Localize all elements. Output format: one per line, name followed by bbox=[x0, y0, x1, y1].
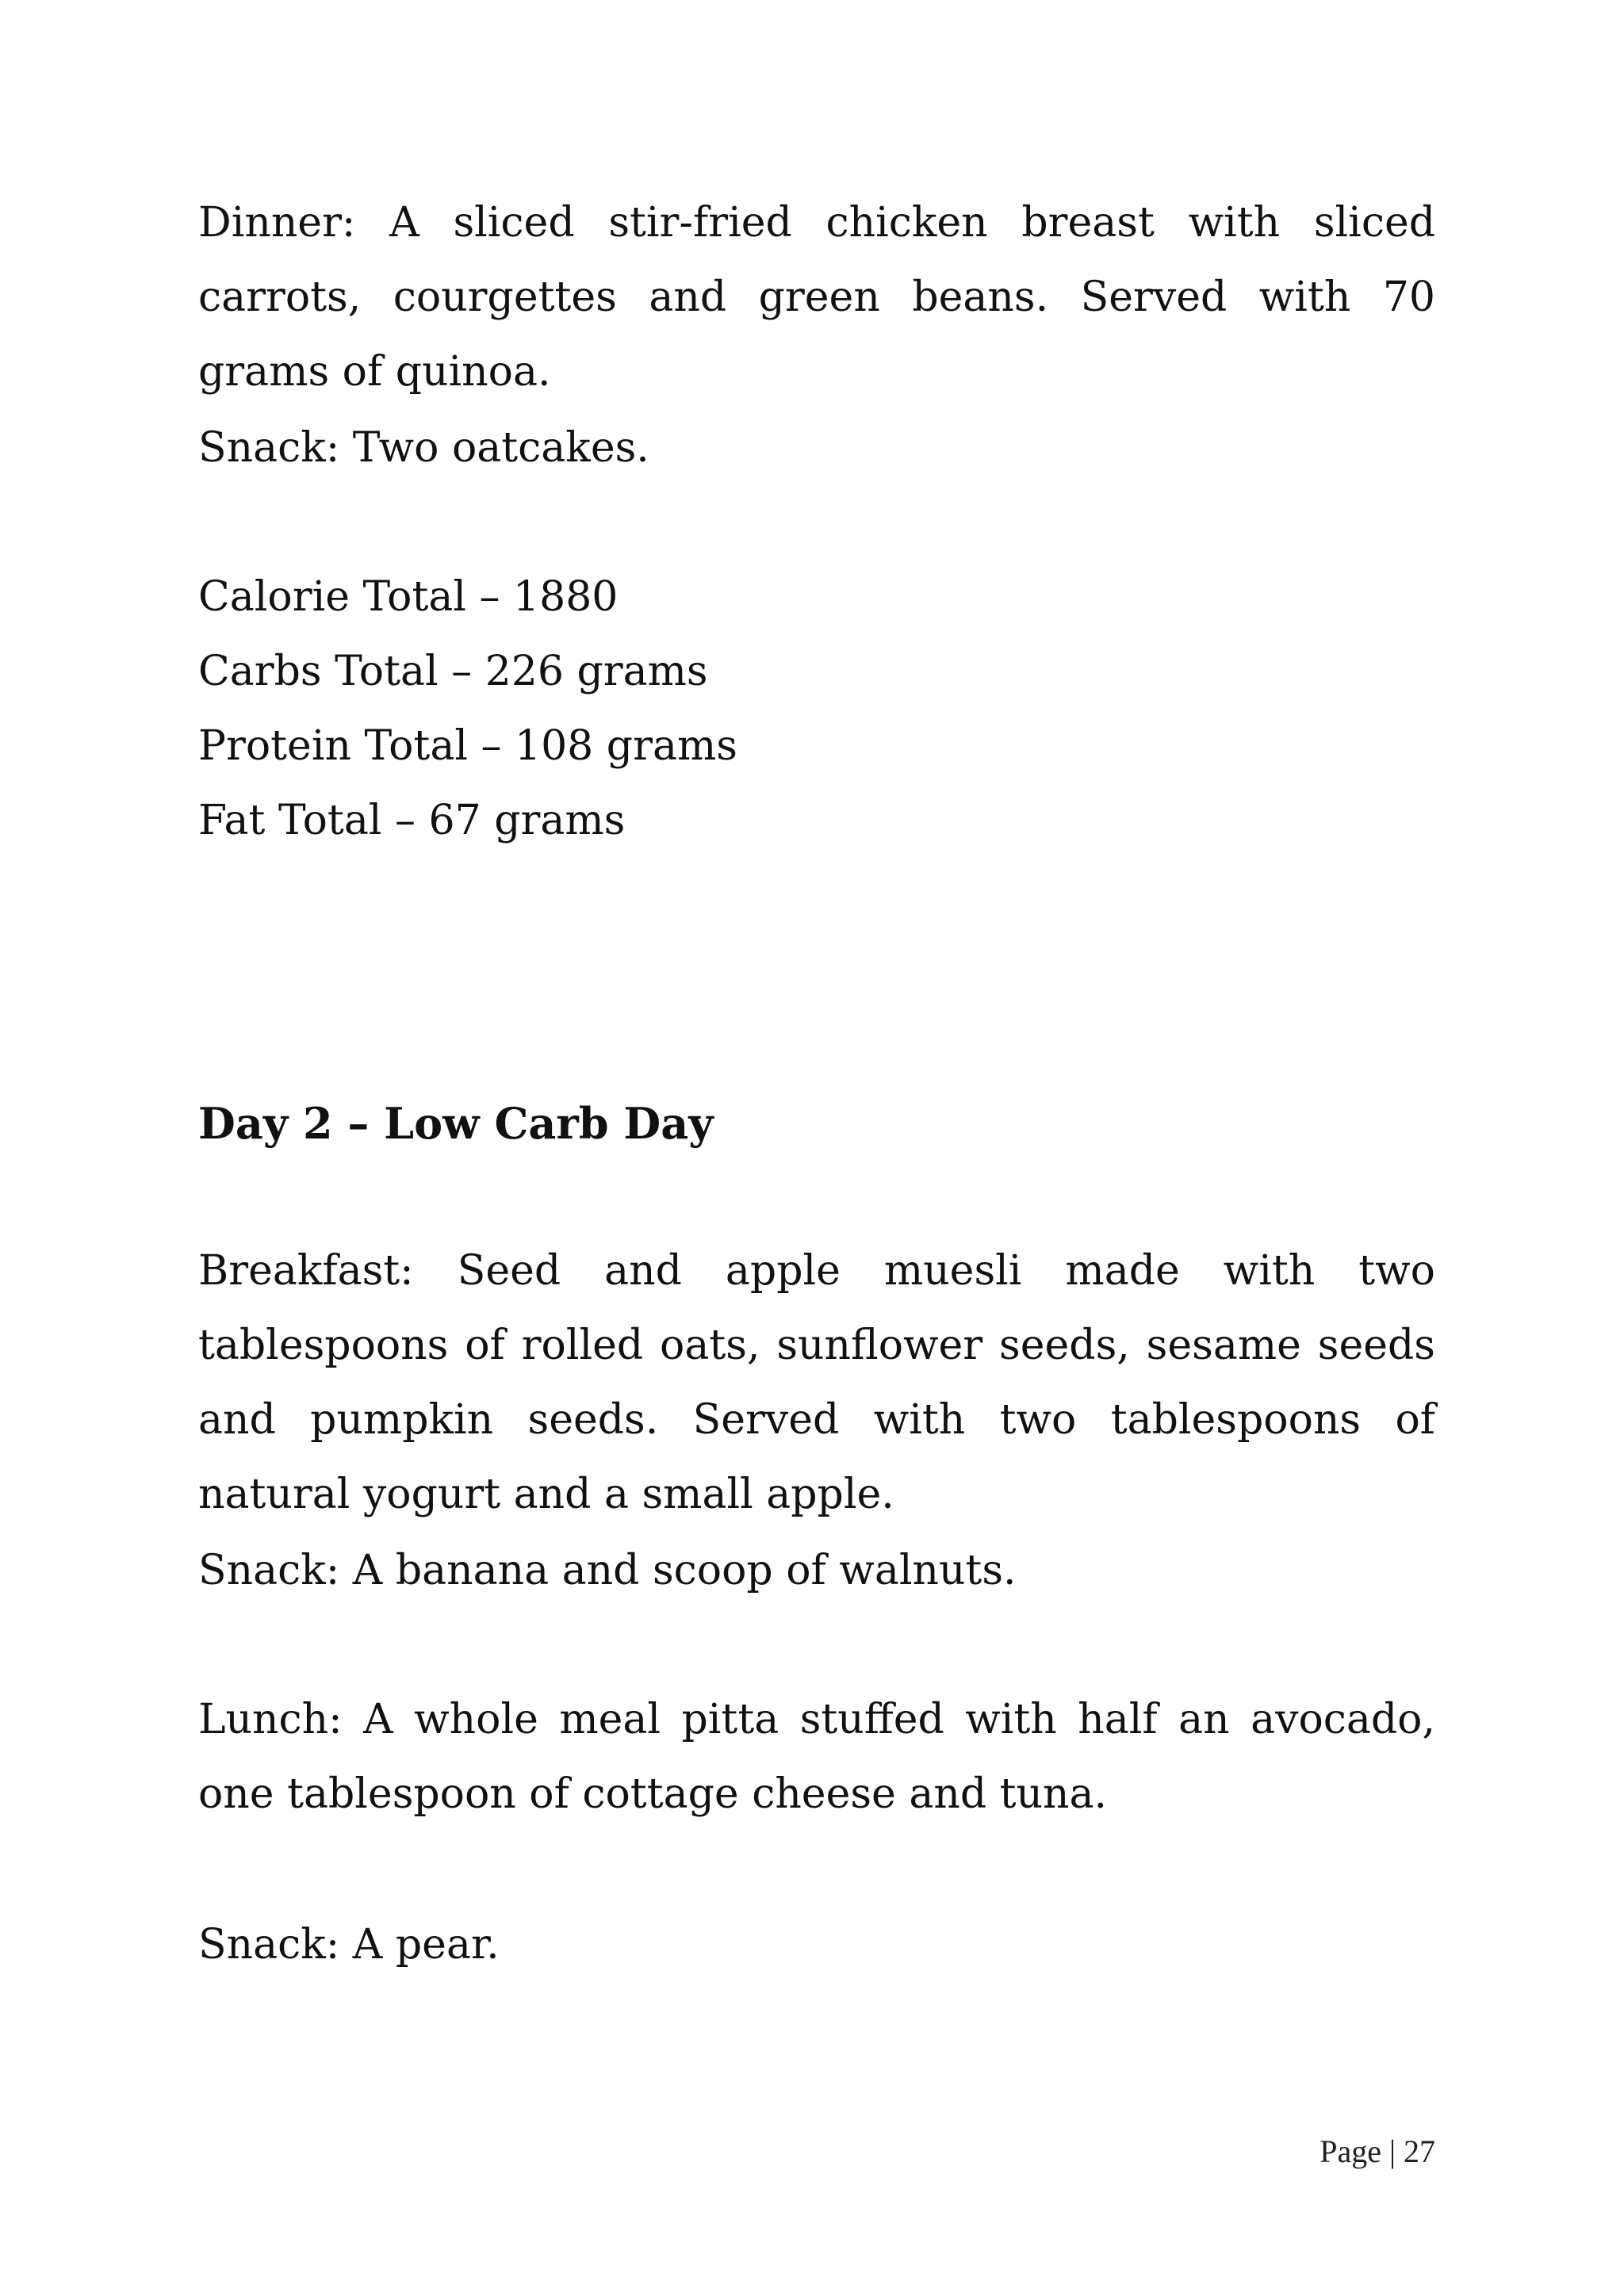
breakfast-paragraph: Breakfast: Seed and apple muesli made with two tablespoons of rolled oats, sunflower seeds, sesame seeds and pumpkin seeds. Served with two tablespoons of natural yogurt and a small apple. bbox=[198, 1247, 1435, 1518]
snack-pear-paragraph: Snack: A pear. bbox=[198, 1921, 500, 1969]
carbs-total: Carbs Total – 226 grams bbox=[198, 648, 708, 695]
page-number: Page | 27 bbox=[1320, 2133, 1435, 2169]
snack-banana-paragraph: Snack: A banana and scoop of walnuts. bbox=[198, 1547, 1017, 1594]
fat-total: Fat Total – 67 grams bbox=[198, 797, 626, 844]
protein-total: Protein Total – 108 grams bbox=[198, 722, 737, 770]
lunch-paragraph: Lunch: A whole meal pitta stuffed with half an avocado, one tablespoon of cottage cheese and tuna. bbox=[198, 1696, 1435, 1818]
day2-heading: Day 2 – Low Carb Day bbox=[198, 1098, 714, 1149]
snack-paragraph: Snack: Two oatcakes. bbox=[198, 424, 649, 472]
nutrition-totals bbox=[198, 560, 1435, 858]
dinner-paragraph: Dinner: A sliced stir-fried chicken breast with sliced carrots, courgettes and green beans. Served with 70 grams of quinoa. bbox=[198, 199, 1435, 396]
calorie-total: Calorie Total – 1880 bbox=[198, 573, 619, 621]
